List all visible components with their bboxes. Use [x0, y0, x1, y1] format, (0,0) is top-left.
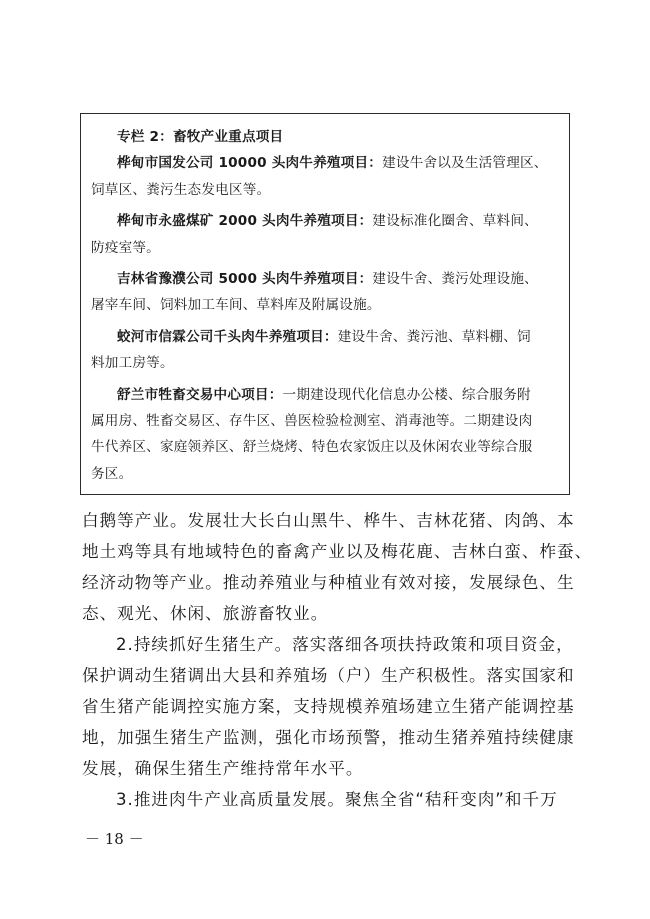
- project-4-line-1: [91, 324, 559, 350]
- project-5-line-2: 属用房、牲畜交易区、存牛区、兽医检验检测室、消毒池等。二期建设肉: [91, 413, 533, 430]
- para2-line-2: 保护调动生猪调出大县和养殖场（户）生产积极性。落实国家和: [82, 666, 575, 685]
- project-4-line-2: 料加工房等。: [91, 355, 174, 372]
- body-text: [82, 505, 593, 815]
- project-2-line-1: [91, 208, 559, 234]
- project-1-desc-start: 建设牛舍以及生活管理区、: [382, 155, 548, 172]
- para1-line-3: 经济动物等产业。推动养殖业与种植业有效对接，发展绿色、生: [82, 573, 575, 592]
- para2-line-1: 2.持续抓好生猪生产。落实落细各项扶持政策和项目资金，: [116, 635, 574, 654]
- project-2-name: 桦甸市永盛煤矿 2000 头肉牛养殖项目：: [117, 213, 373, 230]
- project-1-line-2: 饲草区、粪污生态发电区等。: [91, 181, 271, 198]
- box-title: 专栏 2：畜牧产业重点项目: [117, 129, 284, 145]
- para3-line-1: 3.推进肉牛产业高质量发展。聚焦全省“秸秆变肉”和千万: [116, 790, 558, 809]
- project-3-line-1: [91, 266, 559, 292]
- project-3-desc-start: 建设牛舍、粪污处理设施、: [372, 271, 538, 288]
- project-4-name: 蛟河市信霖公司千头肉牛养殖项目：: [117, 328, 338, 345]
- para1-line-4: 态、观光、休闲、旅游畜牧业。: [82, 604, 329, 623]
- para1-line-2: 地土鸡等具有地域特色的畜禽产业以及梅花鹿、吉林白蛮、柞蚕、: [82, 542, 593, 561]
- project-4-desc-start: 建设牛舍、粪污池、草料棚、饲: [337, 328, 531, 345]
- project-2-desc-start: 建设标准化圈舍、草料间、: [372, 213, 538, 230]
- project-3-name: 吉林省豫濮公司 5000 头肉牛养殖项目：: [117, 271, 373, 288]
- para2-line-4: 地，加强生猪生产监测，强化市场预警，推动生猪养殖持续健康: [82, 728, 575, 747]
- page-number: － 18 －: [85, 830, 144, 848]
- project-5-line-1: [91, 382, 559, 408]
- project-1-line-1: [91, 150, 559, 176]
- para2-line-3: 省生猪产能调控实施方案，支持规模养殖场建立生猪产能调控基: [82, 697, 575, 716]
- project-5-name: 舒兰市牲畜交易中心项目：: [117, 386, 283, 403]
- para2-line-5: 发展，确保生猪生产维持常年水平。: [82, 759, 364, 778]
- project-5-desc-start: 一期建设现代化信息办公楼、综合服务附: [282, 386, 531, 403]
- project-2-line-2: 防疫室等。: [91, 239, 160, 256]
- project-5-line-3: 牛代养区、家庭领养区、舒兰烧烤、特色农家饭庄以及休闲农业等综合服: [91, 439, 533, 456]
- project-box: [80, 113, 570, 495]
- project-3-line-2: 屠宰车间、饲料加工车间、草料库及附属设施。: [91, 297, 381, 314]
- project-1-name: 桦甸市国发公司 10000 头肉牛养殖项目：: [117, 155, 383, 172]
- project-5-line-4: 务区。: [91, 465, 133, 482]
- para1-line-1: 白鹅等产业。发展壮大长白山黑牛、桦牛、吉林花猪、肉鸽、本: [82, 511, 575, 530]
